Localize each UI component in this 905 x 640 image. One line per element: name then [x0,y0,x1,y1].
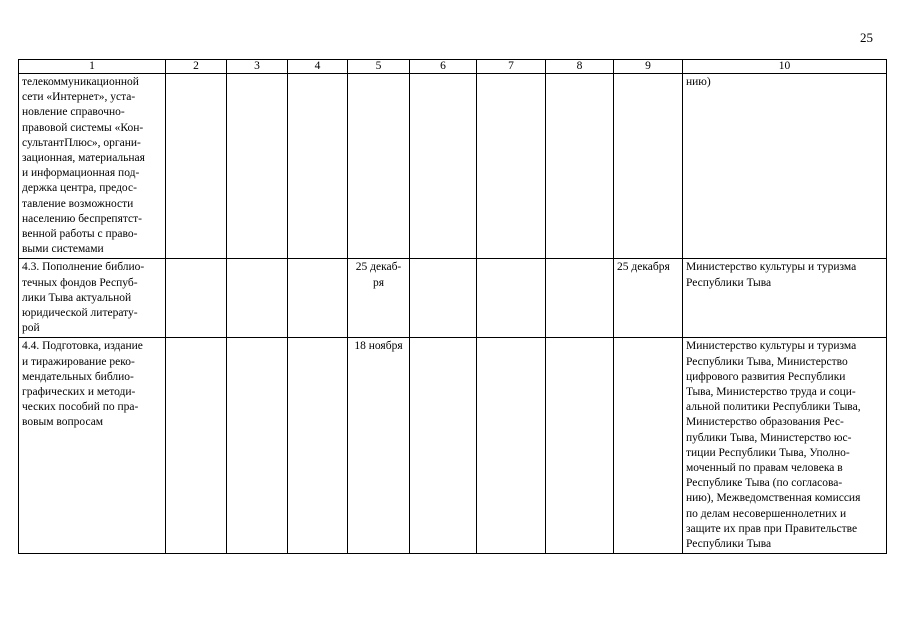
table-cell [166,74,227,259]
table-row [19,74,887,259]
column-header: 9 [614,60,683,74]
column-header: 4 [288,60,348,74]
table-cell [546,338,614,554]
deadline-cell [614,338,683,554]
table-cell [288,259,348,338]
table-cell [227,74,288,259]
table-cell [288,338,348,554]
column-header: 7 [477,60,546,74]
responsible-cell: Министерство культуры и туризма Республики Тыва [683,259,887,338]
activity-cell: 4.3. Пополнение библио- течных фондов Респуб- лики Тыва актуальной юридической литерату- рой [19,259,166,338]
table-cell [410,259,477,338]
deadline-cell: 18 ноября [348,338,410,554]
column-header: 1 [19,60,166,74]
responsible-cell: нию) [683,74,887,259]
table-cell [410,338,477,554]
table-row [19,338,887,554]
column-header: 3 [227,60,288,74]
column-header: 6 [410,60,477,74]
deadline-cell [614,74,683,259]
table-cell [166,338,227,554]
deadline-cell: 25 декабря [614,259,683,338]
column-header: 10 [683,60,887,74]
deadline-cell [348,74,410,259]
table-cell [546,259,614,338]
responsible-cell: Министерство культуры и туризма Республики Тыва, Министерство цифрового развития Республики Тыва, Министерство труда и соци- альной политики Республики Тыва, Министерство образования Рес- публики Тыва, Министерство юс- тиции Республики Тыва, Уполно- моченный по правам человека в Республике Тыва (по согласова- нию), Межведомственная комиссия по делам несовершеннолетних и защите их прав при Правительстве Республики Тыва [683,338,887,554]
table-cell [227,338,288,554]
table-cell [227,259,288,338]
table-cell [166,259,227,338]
column-header: 8 [546,60,614,74]
column-header: 2 [166,60,227,74]
header-row [19,60,887,74]
table-cell [477,338,546,554]
activity-cell: 4.4. Подготовка, издание и тиражирование реко- мендательных библио- графических и методи- ческих пособий по пра- вовым вопросам [19,338,166,554]
table-cell [546,74,614,259]
table-cell [410,74,477,259]
table-cell [288,74,348,259]
table-cell [477,74,546,259]
plan-table [18,59,887,554]
deadline-cell: 25 декаб- ря [348,259,410,338]
table-cell [477,259,546,338]
column-header: 5 [348,60,410,74]
table-row [19,259,887,338]
page-number: 25 [860,30,873,45]
activity-cell: телекоммуникационной сети «Интернет», уста- новление справочно- правовой системы «Кон- сультантПлюс», органи- зационная, материальная и информационная под- держка центра, предос- тавление возможности населению беспрепятст- венной работы с право- выми системами [19,74,166,259]
